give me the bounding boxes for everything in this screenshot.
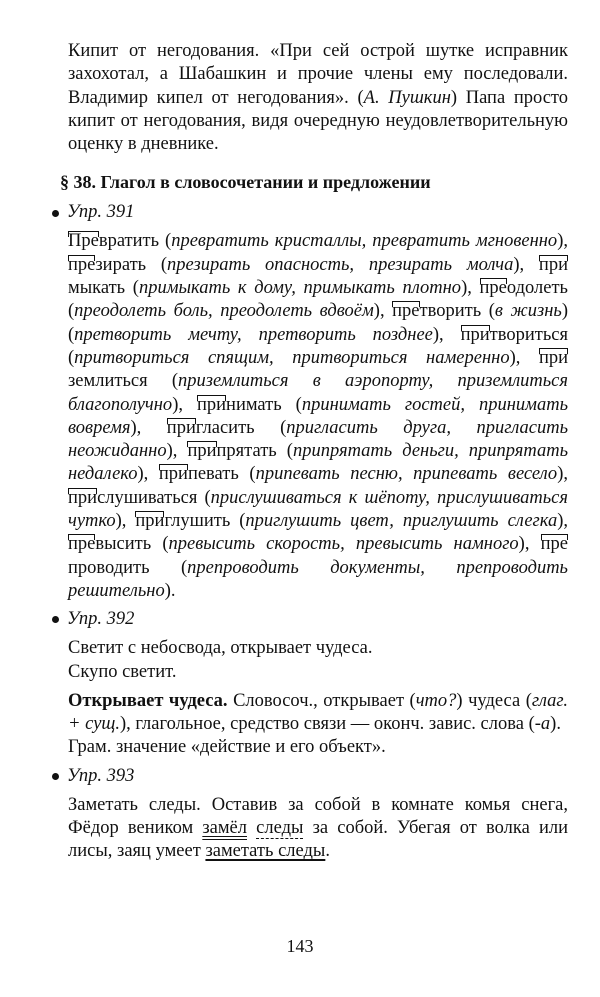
verb-rest: певать (187, 464, 239, 485)
verb-examples: превратить кристаллы, превратить мгновенно (171, 231, 558, 252)
prefix-mark: пре (541, 533, 568, 556)
verb-rest: твориться (489, 324, 569, 345)
verb-examples: прислушиваться к шёпоту, прислушиваться чутко (68, 487, 568, 532)
exercise-392-gram-meaning: Грам. значение «действие и его объект». (68, 737, 386, 758)
separator: ), (115, 511, 136, 532)
page-number: 143 (286, 936, 314, 956)
verb-examples: презирать опасность, презирать молча (167, 254, 514, 275)
verb-rest: мыкать (68, 278, 126, 299)
verb-examples: приземлиться в аэропорту, приземлиться благополучно (68, 371, 568, 415)
separator: ). (164, 580, 176, 601)
verb-examples: претворить мечту, претворить позднее (74, 324, 433, 345)
verb-rest: вратить (98, 231, 160, 252)
verb-rest: нимать (226, 394, 282, 415)
separator: ), (130, 417, 167, 438)
prefix-mark: пре (68, 254, 95, 277)
prefix-mark: при (167, 417, 196, 440)
verb-examples: препроводить документы, препроводить решительно (68, 557, 568, 601)
verb-rest: глушить (164, 511, 231, 532)
intro-paragraph: Кипит от негодования. «При сей острой шутке исправник захохотал, а Шабашкин и прочие члены ему последовали. Владимир кипел от негодования». (А. Пушкин) Папа просто кипит от негодования, видя очередную неудовлетворительную оценку в дневнике. (68, 41, 569, 155)
verb-rest: землиться (68, 371, 148, 392)
section-title: § 38. Глагол в словосочетании и предложении (60, 172, 431, 193)
prefix-mark: пре (480, 277, 507, 300)
separator: ), (172, 394, 197, 415)
verb-examples: превысить скорость, превысить намного (168, 534, 519, 555)
exercise-391-label: Упр. 391 (52, 200, 568, 224)
prefix-mark: при (135, 510, 164, 533)
verb-rest: прятать (216, 441, 277, 462)
separator: ), (509, 347, 539, 368)
exercise-392-line-1: Светит с небосвода, открывает чудеса. (68, 638, 373, 659)
verb-rest: творить (419, 301, 482, 322)
exercise-393-label: Упр. 393 (52, 764, 568, 788)
prefix-mark: при (539, 254, 568, 277)
phrase-underline: заметать следы (205, 841, 326, 862)
verb-rest: слушиваться (97, 487, 198, 508)
exercise-392-analysis: Открывает чудеса. Словосоч., открывает (что?) чудеса (глаг. + сущ.), глагольное, средство связи — оконч. завис. слова (-а). (68, 690, 568, 735)
verb-examples: в жизнь (494, 301, 562, 322)
page-body (60, 40, 569, 864)
exercise-392-label: Упр. 392 (52, 607, 568, 631)
separator: ) ( (68, 301, 568, 345)
prefix-mark: при (539, 347, 568, 370)
exercise-392-line-2: Скупо светит. (68, 661, 177, 682)
separator: ), (513, 254, 539, 275)
prefix-mark: пре (392, 300, 419, 323)
separator: ), (373, 301, 393, 322)
verb-rest: одолеть (506, 278, 568, 299)
verb-examples: принимать гостей, принимать вовремя (68, 394, 569, 438)
separator: ), (518, 534, 541, 555)
prefix-mark: пре (68, 533, 95, 556)
prefix-mark: при (187, 440, 216, 463)
verb-examples: примыкать к дому, примыкать плотно (138, 278, 462, 299)
verb-rest: зирать (95, 254, 147, 275)
verb-examples: преодолеть боль, преодолеть вдвоём (74, 301, 374, 322)
verb-rest: высить (95, 534, 152, 555)
verb-rest: проводить (68, 557, 150, 578)
author-name: А. Пушкин (363, 87, 451, 108)
bullet-icon (52, 616, 59, 623)
exercise-393-text: Заметать следы. Оставив за собой в комнате комья снега, Фёдор веником замёл следы за собой. Убегая от волка или лисы, заяц умеет заметать следы. (68, 794, 568, 862)
verb-rest: гласить (195, 417, 255, 438)
prefix-mark: Пре (68, 230, 99, 253)
object-underline: следы (256, 818, 304, 839)
verb-examples: пригласить друга, пригласить неожиданно (68, 417, 568, 462)
separator: ), (432, 324, 461, 345)
exercise-391-text: Пре вратить (превратить кристаллы, превратить мгновенно), пре зирать (презирать опасность, презирать молча), при мыкать (примыкать к дому, примыкать плотно), пре одолеть (преодолеть боль, преодолеть вдвоём), пре творить (в жизнь) (претворить мечту, претворить позднее), при твориться (притвориться спящим, притвориться намеренно), при землиться (приземлиться в аэропорту, приземлиться благополучно), при нимать (принимать гостей, принимать вовремя), при гласить (пригласить друга, пригласить неожиданно), при прятать (припрятать деньги, припрятать недалеко), при певать (припевать песню, припевать весело), при слушиваться (прислушиваться к шёпоту, прислушиваться чутко), при глушить (приглушить цвет, приглушить слегка), пре высить (превысить скорость, превысить намного), пре проводить (препроводить документы, препроводить решительно). (68, 231, 569, 601)
prefix-mark: при (159, 463, 188, 486)
prefix-mark: при (461, 324, 490, 347)
prefix-mark: при (68, 487, 97, 510)
separator: ), (557, 511, 568, 532)
predicate-underline: замёл (202, 818, 247, 839)
prefix-mark: при (197, 394, 226, 417)
verb-examples: припрятать деньги, припрятать недалеко (68, 441, 568, 485)
verb-examples: припевать песню, припевать весело (255, 464, 558, 485)
verb-examples: приглушить цвет, приглушить слегка (245, 511, 558, 532)
bullet-icon (52, 210, 59, 217)
separator: ), (166, 441, 188, 462)
separator: ), (137, 464, 159, 485)
separator: ), (557, 231, 568, 252)
bullet-icon (52, 773, 59, 780)
separator: ), (461, 278, 480, 299)
verb-examples: притвориться спящим, притвориться намеренно (74, 347, 510, 368)
separator: ), (557, 464, 568, 485)
